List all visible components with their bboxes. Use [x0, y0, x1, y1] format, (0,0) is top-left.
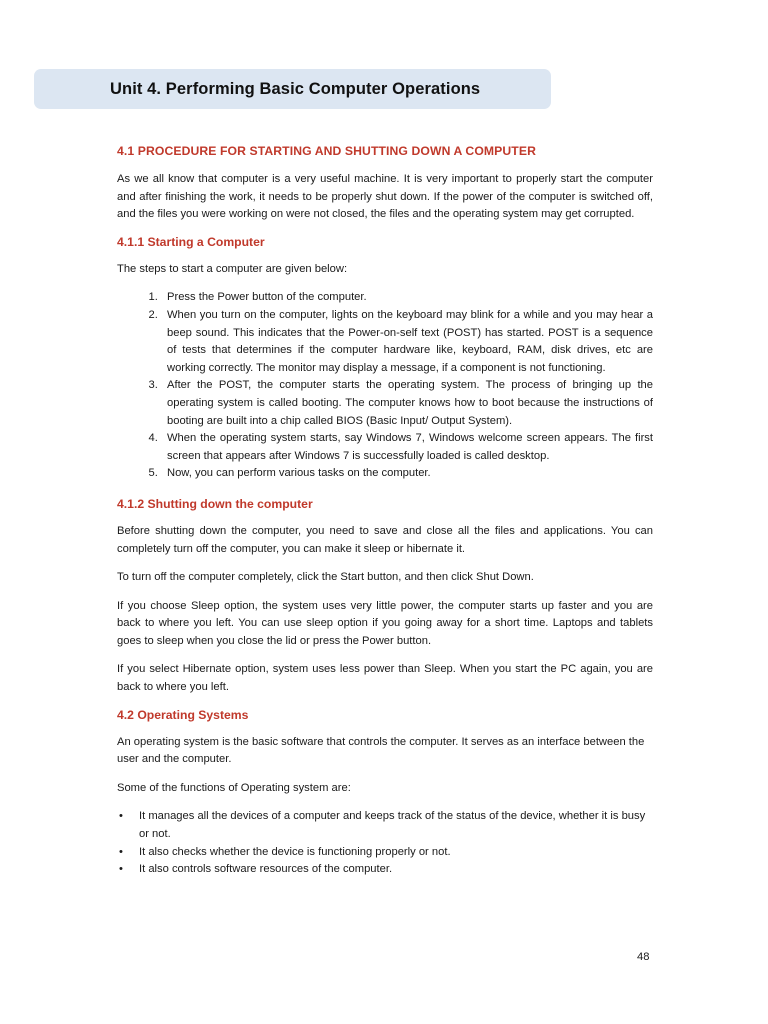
list-item: 3. After the POST, the computer starts the operating system. The process of bringing up the operating system is called booting. The computer knows how to boot because the instructions of booting are built into a chip called BIOS (Basic Input/ Output System). — [161, 377, 653, 430]
unit-title-banner — [34, 69, 551, 109]
list-item: 1. Press the Power button of the computer. — [161, 289, 653, 307]
bullet-text: It also checks whether the device is functioning properly or not. — [139, 845, 451, 858]
list-item — [119, 861, 653, 879]
section-4-2-heading: 4.2 Operating Systems — [117, 707, 249, 722]
shutdown-paragraph: If you select Hibernate option, system uses less power than Sleep. When you start the PC again, you are back to where you left. — [117, 663, 653, 694]
shutdown-paragraph: If you choose Sleep option, the system uses very little power, the computer starts up faster and you are back to where you left. You can use sleep option if you going away for a short time. Laptops and tablets goes to sleep when you close the lid or press the Power button. — [117, 599, 653, 647]
section-4-1-1-heading: 4.1.1 Starting a Computer — [117, 234, 265, 249]
unit-title: Unit 4. Performing Basic Computer Operations — [110, 79, 481, 98]
bullet-icon: • — [119, 810, 123, 823]
bullet-text: It also controls software resources of the computer. — [139, 863, 393, 876]
page-number: 48 — [637, 951, 650, 963]
list-item — [119, 844, 653, 862]
bullet-icon: • — [119, 863, 123, 876]
steps-intro: The steps to start a computer are given below: — [117, 262, 348, 275]
os-intro: An operating system is the basic software that controls the computer. It serves as an interface between the user and the computer. — [117, 735, 645, 766]
bullet-text: It manages all the devices of a computer and keeps track of the status of the device, whether it is busy or not. — [139, 810, 646, 841]
list-item: 4. When the operating system starts, say Windows 7, Windows welcome screen appears. The first screen that appears after Windows 7 is successfully loaded is called desktop. — [161, 430, 653, 465]
shutdown-paragraph: To turn off the computer completely, click the Start button, and then click Shut Down. — [117, 571, 534, 584]
list-item: 2. When you turn on the computer, lights on the keyboard may blink for a while and you may hear a beep sound. This indicates that the Power-on-self text (POST) has started. POST is a sequence of tests that determines if the computer hardware like, keyboard, RAM, disk drives, etc are working correctly. The monitor may display a message, if a component is not functioning. — [161, 307, 653, 377]
section-4-1-intro: As we all know that computer is a very useful machine. It is very important to properly start the computer and after finishing the work, it needs to be properly shut down. If the power of the computer is switched off, and the files you were working on were not closed, the files and the operating system may get corrupted. — [117, 173, 653, 221]
section-4-1-heading: 4.1 PROCEDURE FOR STARTING AND SHUTTING DOWN A COMPUTER — [117, 144, 536, 158]
page-content — [117, 144, 653, 879]
shutdown-paragraph: Before shutting down the computer, you need to save and close all the files and applications. You can completely turn off the computer, you can make it sleep or hibernate it. — [117, 524, 653, 555]
steps-list — [117, 289, 653, 483]
list-item — [119, 808, 653, 843]
os-functions-list — [117, 808, 653, 878]
section-4-1-2-heading: 4.1.2 Shutting down the computer — [117, 496, 313, 511]
os-functions-intro: Some of the functions of Operating system are: — [117, 781, 351, 794]
bullet-icon: • — [119, 845, 123, 858]
list-item: 5. Now, you can perform various tasks on the computer. — [161, 465, 653, 483]
